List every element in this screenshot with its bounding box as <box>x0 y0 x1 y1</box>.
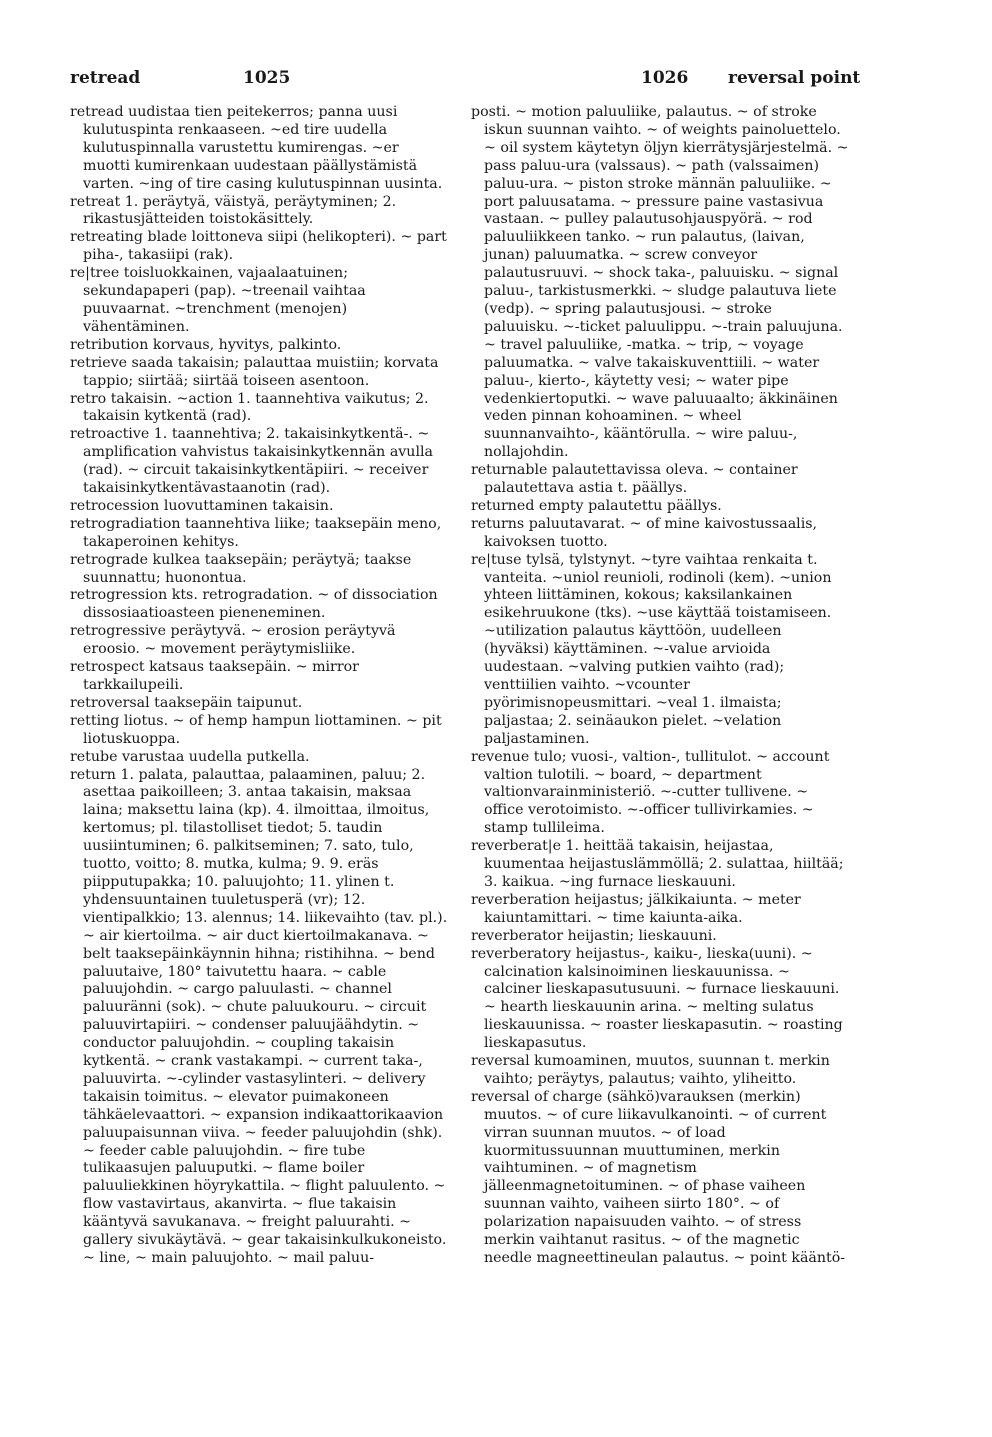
dictionary-entry: reverberatory heijastus-, kaiku-, lieska(uuni). ~ calcination kalsinoiminen lieskauunissa. ~ calciner lieskapasutusuuni. ~ furnace lieskauuni. ~ hearth lieskauunin arina. ~ melting sulatus lieskauunissa. ~ roaster lieskapasutin. ~ roasting lieskapasutus. <box>471 945 843 1052</box>
dictionary-entry: reversal kumoaminen, muutos, suunnan t. merkin vaihto; peräytys, palautus; vaihto, yliheitto. <box>471 1053 830 1087</box>
dictionary-entry: retreating blade loittoneva siipi (helikopteri). ~ part piha-, takasiipi (rak). <box>70 229 447 264</box>
dictionary-entry: posti. ~ motion paluuliike, palautus. ~ of stroke iskun suunnan vaihto. ~ of weights painoluettelo. ~ oil system käytetyn öljyn kierrätysjärjestelmä. ~ pass paluu-ura (valssaus). ~ path (valssaimen) paluu-ura. ~ piston stroke männän paluuliike. ~ port paluusatama. ~ pressure paine vastasivua vastaan. ~ pulley palautusohjauspyörä. ~ rod paluuliikkeen tanko. ~ run palautus, (laivan, junan) paluumatka. ~ screw conveyor palautusruuvi. ~ shock taka-, paluuisku. ~ signal paluu-, tarkistusmerkki. ~ sludge palautuva liete (vedp). ~ spring palautusjousi. ~ stroke paluuisku. ~-ticket paluulippu. ~-train paluujuna. ~ travel paluuliike, -matka. ~ trip, ~ voyage paluumatka. ~ valve takaiskuventtiili. ~ water paluu-, kierto-, käytetty vesi; ~ water pipe vedenkiertoputki. ~ wave paluuaalto; äkkinäinen veden pinnan kohoaminen. ~ wheel suunnanvaihto-, kääntörulla. ~ wire paluu-, nollajohdin. <box>471 104 849 461</box>
header-right-word: reversal point <box>728 68 861 88</box>
dictionary-entry: retribution korvaus, hyvitys, palkinto. <box>70 336 342 353</box>
dictionary-entry: re|tuse tylsä, tylstynyt. ~tyre vaihtaa renkaita t. vanteita. ~uniol reunioli, rodinoli (kem). ~union yhteen liittäminen, kokous; kaksilankainen esikehruukone (tks). ~use käyttää toistamiseen. ~utilization palautus käyttöön, uudelleen (hyväksi) käyttäminen. ~-value arvioida uudestaan. ~valving putkien vaihto (rad); venttiilien vaihto. ~vcounter pyörimisnopeusmittari. ~veal 1. ilmaista; paljastaa; 2. seinäaukon pielet. ~velation paljastaminen. <box>471 551 832 747</box>
dictionary-entry: re|tree toisluokkainen, vajaalaatuinen; sekundapaperi (pap). ~treenail vaihtaa puuvaarnat. ~trenchment (menojen) vähentäminen. <box>70 265 366 335</box>
dictionary-entry: retrogression kts. retrogradation. ~ of dissociation dissosiaatioasteen pieneneminen. <box>70 587 438 622</box>
dictionary-entry: retread uudistaa tien peitekerros; panna uusi kulutuspinta renkaaseen. ~ed tire uudella kulutuspinnalla varustettu kumirengas. ~er muotti kumirenkaan uudestaan päällystämistä varten. ~ing of tire casing kulutuspinnan uusinta. <box>70 104 443 192</box>
right-column <box>471 104 849 1268</box>
dictionary-entry: returns paluutavarat. ~ of mine kaivostussaalis, kaivoksen tuotto. <box>471 515 818 550</box>
dictionary-entry: retreat 1. peräytyä, väistyä, peräytyminen; 2. rikastusjätteiden toistokäsittely. <box>70 193 397 228</box>
dictionary-entry: retrograde kulkea taaksepäin; peräytyä; taakse suunnattu; huonontua. <box>70 551 412 586</box>
dictionary-entry: retting liotus. ~ of hemp hampun liottaminen. ~ pit liotuskuoppa. <box>70 712 442 747</box>
dictionary-entry: retrieve saada takaisin; palauttaa muistiin; korvata tappio; siirtää; siirtää toiseen asentoon. <box>70 354 439 389</box>
dictionary-entry: retrocession luovuttaminen takaisin. <box>70 497 334 514</box>
dictionary-entry: returnable palautettavissa oleva. ~ container palautettava astia t. päällys. <box>471 462 798 497</box>
header-left-page-number: 1025 <box>243 68 291 88</box>
dictionary-entry: retrospect katsaus taaksepäin. ~ mirror tarkkailupeili. <box>70 659 359 693</box>
dictionary-entry: reverberation heijastus; jälkikaiunta. ~ meter kaiuntamittari. ~ time kaiunta-aika. <box>471 891 801 926</box>
dictionary-entry: retrogressive peräytyvä. ~ erosion peräytyvä eroosio. ~ movement peräytymisliike. <box>70 623 396 658</box>
dictionary-entry: reverberator heijastin; lieskauuni. <box>471 927 717 944</box>
dictionary-entry: retro takaisin. ~action 1. taannehtiva vaikutus; 2. takaisin kytkentä (rad). <box>70 390 429 425</box>
header-right-page-number: 1026 <box>641 68 689 88</box>
dictionary-entry: retrogradiation taannehtiva liike; taaksepäin meno, takaperoinen kehitys. <box>70 515 442 550</box>
dictionary-entry: returned empty palautettu päällys. <box>471 497 722 514</box>
dictionary-entry: retroactive 1. taannehtiva; 2. takaisinkytkentä-. ~ amplification vahvistus takaisinkytkennän avulla (rad). ~ circuit takaisinkytkentäpiiri. ~ receiver takaisinkytkentävastaanotin (rad). <box>70 426 433 497</box>
dictionary-entry: reverberat|e 1. heittää takaisin, heijastaa, kuumentaa heijastuslämmöllä; 2. sulattaa, hiiltää; 3. kaikua. ~ing furnace lieskauuni. <box>471 838 844 890</box>
dictionary-entry: retube varustaa uudella putkella. <box>70 748 310 765</box>
dictionary-entry: revenue tulo; vuosi-, valtion-, tullitulot. ~ account valtion tulotili. ~ board, ~ department valtionvarainministeriö. ~-cutter tullivene. ~ office verotoimisto. ~-officer tullivirkamies. ~ stamp tullileima. <box>471 748 830 837</box>
dictionary-entry: return 1. palata, palauttaa, palaaminen, paluu; 2. asettaa paikoilleen; 3. antaa takaisin, maksaa laina; maksettu laina (kp). 4. ilmoittaa, ilmoitus, kertomus; pl. tilastolliset tiedot; 5. taudin uusiintuminen; 6. palkitseminen; 7. sato, tulo, tuotto, voitto; 8. mutka, kulma; 9. 9. eräs piipputupakka; 10. paluujohto; 11. ylinen t. yhdensuuntainen tuuletusperä (vr); 12. vientipalkkio; 13. alennus; 14. liikevaihto (tav. pl.). ~ air kiertoilma. ~ air duct kiertoilmakanava. ~ belt taaksepäinkäynnin hihna; ristihihna. ~ bend paluutaive, 180° taivutettu haara. ~ cable paluujohdin. ~ cargo paluulasti. ~ channel paluuränni (sok). ~ chute paluukouru. ~ circuit paluuvirtapiiri. ~ condenser paluujäähdytin. ~ conductor paluujohdin. ~ coupling takaisin kytkentä. ~ crank vastakampi. ~ current taka-, paluuvirta. ~-cylinder vastasylinteri. ~ delivery takaisin toimitus. ~ elevator puimakoneen tähkäelevaattori. ~ expansion indikaattorikaavion paluupaisunnan viiva. ~ feeder paluujohdin (shk). ~ feeder cable paluujohdin. ~ fire tube tulikaasujen paluuputki. ~ flame boiler paluuliekkinen höyrykattila. ~ flight paluulento. ~ flow vastavirtaus, akanvirta. ~ flue takaisin kääntyvä savukanava. ~ freight paluurahti. ~ gallery sivukäytävä. ~ gear takaisinkulkukoneisto. ~ line, ~ main paluujohto. ~ mail paluu- <box>70 766 448 1266</box>
dictionary-entry: reversal of charge (sähkö)varauksen (merkin) muutos. ~ of cure liikavulkanointi. ~ of current virran suunnan muutos. ~ of load kuormitussuunnan muuttuminen, merkin vaihtuminen. ~ of magnetism jälleenmagnetoituminen. ~ of phase vaiheen suunnan vaihto, vaiheen siirto 180°. ~ of polarization napaisuuden vaihto. ~ of stress merkin vaihtanut rasitus. ~ of the magnetic needle magneettineulan palautus. ~ point kääntö- <box>471 1088 846 1266</box>
header-left-word: retread <box>70 68 141 88</box>
left-column <box>70 104 448 1268</box>
dictionary-entry: retroversal taaksepäin taipunut. <box>70 694 303 711</box>
